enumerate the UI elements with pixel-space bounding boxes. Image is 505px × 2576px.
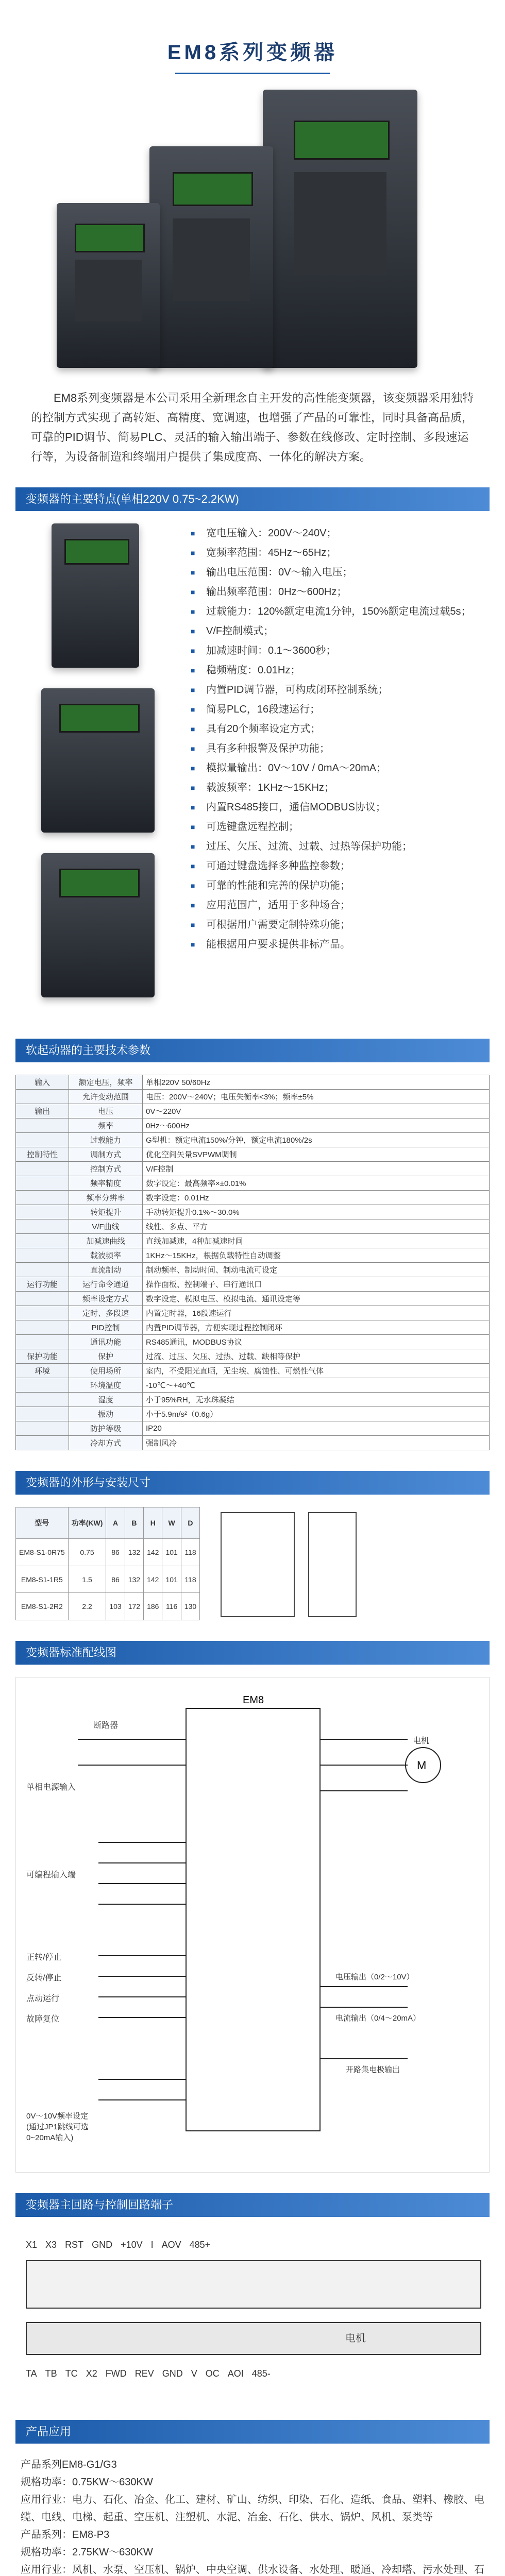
spec-row (16, 1378, 490, 1393)
spec-row (16, 1335, 490, 1349)
label-breaker: 断路器 (93, 1721, 119, 1730)
feature-item: ■ 具有20个频率设定方式； (191, 719, 484, 739)
spec-cell: 1KHz～15KHz，根据负载特性自动调整 (143, 1248, 490, 1263)
spec-row (16, 1176, 490, 1191)
spec-cell (16, 1234, 69, 1248)
spec-cell: 环境温度 (69, 1378, 143, 1393)
intro-text: EM8系列变频器是本公司采用全新理念自主开发的高性能变频器，该变频器采用独特的控制方式实现了高转矩、高精度、宽调速，也增强了产品的可靠性，同时具备高品质，可靠的PID调节、简易PLC、灵活的输入输出端子、参数在线修改、定时控制、多段速运行等，为设备制造和终端用户提供了集成度高、一体化的解决方案。 (31, 392, 474, 463)
spec-cell (16, 1263, 69, 1277)
feature-item: ■ 可选键盘远程控制； (191, 817, 484, 837)
app-line: 产品系列：EM8-P3 (21, 2529, 110, 2540)
terminal-label: X1 (26, 2240, 38, 2250)
app-line: 应用行业：电力、石化、冶金、化工、建材、矿山、纺织、印染、石化、造纸、食品、塑料、橡胶、电缆、电线、电梯、起重、空压机、注塑机、水泥、冶金、石化、供水、锅炉、风机、泵类等 (21, 2494, 484, 2523)
dims-header: W (162, 1507, 181, 1539)
spec-row (16, 1407, 490, 1421)
spec-table (15, 1075, 490, 1450)
spec-cell: 允许变动范围 (69, 1090, 143, 1104)
terminal-label: V (191, 2368, 197, 2379)
dims-drawing (210, 1507, 490, 1620)
dims-cell: 0.75 (68, 1539, 106, 1566)
feature-item: ■ 应用范围广，适用于多种场合； (191, 895, 484, 915)
spec-row (16, 1191, 490, 1205)
feature-item: ■ 载波频率：1KHz～15KHz； (191, 778, 484, 798)
title-divider (175, 73, 330, 74)
spec-cell: 优化空间矢量SVPWM调制 (143, 1147, 490, 1162)
wiring-diagram (15, 1677, 490, 2173)
feature-item: ■ 可通过键盘选择多种监控参数； (191, 856, 484, 876)
terminal-label: FWD (105, 2368, 127, 2379)
spec-cell: 运行功能 (16, 1277, 69, 1292)
terminal-label: X2 (86, 2368, 97, 2379)
wiring-svg (16, 1677, 489, 2171)
spec-cell: 湿度 (69, 1393, 143, 1407)
dims-header: 型号 (16, 1507, 69, 1539)
spec-cell: 频率 (69, 1118, 143, 1133)
spec-row (16, 1292, 490, 1306)
feature-list (175, 523, 484, 1018)
dims-cell: 1.5 (68, 1566, 106, 1593)
spec-cell: V/F曲线 (69, 1219, 143, 1234)
spec-cell (16, 1378, 69, 1393)
terminal-label: TA (26, 2368, 37, 2379)
feature-item: ■ 内置PID调节器，可构成闭环控制系统； (191, 680, 484, 700)
spec-cell: 小于95%RH，无水珠凝结 (143, 1393, 490, 1407)
terminal-motor-label: 电机 (345, 2333, 366, 2344)
label-analog: 0V～10V频率设定 (通过JP1跳线可选 0~20mA输入) (26, 2112, 89, 2142)
spec-row (16, 1118, 490, 1133)
feature-item: ■ 具有多种报警及保护功能； (191, 739, 484, 758)
terminal-label: AOV (161, 2240, 181, 2250)
terminal-heading: 变频器主回路与控制回路端子 (15, 2193, 490, 2217)
dims-cell: 86 (106, 1539, 125, 1566)
features-heading: 变频器的主要特点(单相220V 0.75~2.2KW) (15, 487, 490, 511)
spec-cell: 保护功能 (16, 1349, 69, 1364)
feature-item: ■ 内置RS485接口，通信MODBUS协议； (191, 798, 484, 817)
spec-cell: 加减速曲线 (69, 1234, 143, 1248)
spec-cell: 0V～220V (143, 1104, 490, 1118)
spec-cell (16, 1090, 69, 1104)
dims-cell: 118 (181, 1566, 199, 1593)
spec-cell: PID控制 (69, 1320, 143, 1335)
spec-row (16, 1162, 490, 1176)
feature-image-3 (21, 853, 175, 997)
feature-image-2 (21, 688, 175, 833)
spec-cell: 数字设定、模拟电压、模拟电流、通讯设定等 (143, 1292, 490, 1306)
spec-row (16, 1090, 490, 1104)
spec-cell (16, 1393, 69, 1407)
feature-item: ■ 模拟量输出：0V～10V / 0mA～20mA； (191, 758, 484, 778)
vfd-small (57, 203, 160, 368)
apps-heading: 产品应用 (15, 2420, 490, 2444)
dims-cell: 101 (162, 1566, 181, 1593)
feature-image-1 (21, 523, 175, 668)
app-line: 应用行业：风机、水泵、空压机、锅炉、中央空调、供水设备、水处理、暖通、冷却塔、污水处理、石 (21, 2564, 484, 2575)
spec-cell: 过流、过压、欠压、过热、过载、缺相等保护 (143, 1349, 490, 1364)
label-output: 电压输出（0/2～10V） (335, 1973, 414, 1981)
dims-cell: EM8-S1-2R2 (16, 1593, 69, 1620)
terminal-label: TC (65, 2368, 78, 2379)
spec-cell: 防护等级 (69, 1421, 143, 1436)
spec-cell: 室内，不受阳光直晒，无尘埃、腐蚀性、可燃性气体 (143, 1364, 490, 1378)
terminal-diagram (15, 2229, 490, 2399)
dims-header: 功率(KW) (68, 1507, 106, 1539)
spec-row (16, 1205, 490, 1219)
spec-row (16, 1306, 490, 1320)
spec-cell: RS485通讯，MODBUS协议 (143, 1335, 490, 1349)
spec-row (16, 1263, 490, 1277)
label-power: 单相电源输入 (26, 1783, 76, 1792)
spec-cell: 环境 (16, 1364, 69, 1378)
label-programmable: 可编程输入端 (26, 1871, 76, 1879)
spec-cell: 频率分辨率 (69, 1191, 143, 1205)
spec-cell (16, 1436, 69, 1450)
vfd-large (263, 90, 417, 368)
feature-item: ■ 稳频精度：0.01Hz； (191, 660, 484, 680)
terminal-label: RST (65, 2240, 84, 2250)
spec-cell (16, 1176, 69, 1191)
spec-cell (16, 1118, 69, 1133)
terminal-row-top (26, 2240, 210, 2250)
spec-cell: 频率设定方式 (69, 1292, 143, 1306)
spec-cell: 通讯功能 (69, 1335, 143, 1349)
terminal-label: REV (134, 2368, 154, 2379)
spec-cell: V/F控制 (143, 1162, 490, 1176)
spec-cell: 单相220V 50/60Hz (143, 1075, 490, 1090)
spec-row (16, 1393, 490, 1407)
dims-cell: 172 (125, 1593, 143, 1620)
spec-cell (16, 1219, 69, 1234)
app-line: 规格功率：2.75KW～630KW (21, 2547, 153, 2558)
spec-cell: IP20 (143, 1421, 490, 1436)
feature-item: ■ 加减速时间：0.1～3600秒； (191, 641, 484, 660)
spec-row (16, 1133, 490, 1147)
spec-cell: 制动频率、制动时间、制动电流可设定 (143, 1263, 490, 1277)
spec-cell (16, 1205, 69, 1219)
spec-cell (16, 1407, 69, 1421)
spec-cell: 频率精度 (69, 1176, 143, 1191)
label-current: 电流输出（0/4～20mA） (335, 2014, 421, 2023)
spec-cell: 定时、多段速 (69, 1306, 143, 1320)
spec-cell: 运行命令通道 (69, 1277, 143, 1292)
terminal-label: GND (162, 2368, 183, 2379)
dims-header: H (144, 1507, 162, 1539)
dims-table (15, 1507, 200, 1620)
terminal-label: 485- (251, 2368, 271, 2379)
hero-product-image (21, 90, 484, 378)
dims-cell: 2.2 (68, 1593, 106, 1620)
features-section (21, 523, 484, 1018)
spec-row (16, 1147, 490, 1162)
feature-item: ■ 过载能力：120%额定电流1分钟，150%额定电流过载5s； (191, 602, 484, 621)
spec-row (16, 1234, 490, 1248)
apps-list (21, 2456, 484, 2576)
spec-cell: 保护 (69, 1349, 143, 1364)
feature-item: ■ 可靠的性能和完善的保护功能； (191, 876, 484, 895)
feature-item: ■ 简易PLC，16段速运行； (191, 700, 484, 719)
spec-cell (16, 1248, 69, 1263)
dims-cell: 186 (144, 1593, 162, 1620)
feature-item: ■ 输出电压范围：0V～输入电压； (191, 563, 484, 582)
label-forward: 正转/停止 (26, 1953, 62, 1962)
label-reverse: 反转/停止 (26, 1974, 62, 1982)
spec-cell (16, 1335, 69, 1349)
feature-item: ■ 过压、欠压、过流、过载、过热等保护功能； (191, 837, 484, 856)
dims-cell: 118 (181, 1539, 199, 1566)
header (0, 0, 505, 74)
spec-row (16, 1364, 490, 1378)
spec-row (16, 1248, 490, 1263)
spec-row (16, 1421, 490, 1436)
spec-cell: 直流制动 (69, 1263, 143, 1277)
dims-heading: 变频器的外形与安装尺寸 (15, 1471, 490, 1495)
terminal-label: I (150, 2240, 154, 2250)
spec-row (16, 1104, 490, 1118)
feature-images (21, 523, 175, 1018)
feature-item: ■ 能根据用户要求提供非标产品。 (191, 935, 484, 954)
spec-row (16, 1349, 490, 1364)
terminal-label: OC (205, 2368, 220, 2379)
spec-cell: 内置PID调节器，方便实现过程控制闭环 (143, 1320, 490, 1335)
dims-cell: 116 (162, 1593, 181, 1620)
dims-cell: EM8-S1-0R75 (16, 1539, 69, 1566)
dims-header: D (181, 1507, 199, 1539)
dims-cell: 86 (106, 1566, 125, 1593)
spec-cell: 振动 (69, 1407, 143, 1421)
spec-cell: 手动转矩提升0.1%～30.0% (143, 1205, 490, 1219)
spec-cell: 控制方式 (69, 1162, 143, 1176)
dims-cell: 132 (125, 1566, 143, 1593)
spec-cell (16, 1292, 69, 1306)
spec-cell: -10℃～+40℃ (143, 1378, 490, 1393)
spec-cell: 过载能力 (69, 1133, 143, 1147)
dims-cell: 142 (144, 1539, 162, 1566)
label-motor: 电机 (413, 1737, 430, 1745)
spec-cell: 输出 (16, 1104, 69, 1118)
terminal-row-bottom (26, 2368, 271, 2379)
svg-text:EM8: EM8 (243, 1694, 264, 1706)
spec-cell (16, 1306, 69, 1320)
spec-cell: 额定电压，频率 (69, 1075, 143, 1090)
wiring-heading: 变频器标准配线图 (15, 1641, 490, 1665)
spec-cell: 0Hz～600Hz (143, 1118, 490, 1133)
terminal-label: TB (45, 2368, 57, 2379)
spec-cell: 操作面板、控制端子、串行通讯口 (143, 1277, 490, 1292)
label-relay: 开路集电极输出 (346, 2065, 400, 2074)
spec-cell: 使用场所 (69, 1364, 143, 1378)
spec-row (16, 1320, 490, 1335)
spec-row (16, 1075, 490, 1090)
terminal-label: 485+ (189, 2240, 211, 2250)
dims-cell: EM8-S1-1R5 (16, 1566, 69, 1593)
spec-cell: 直线加减速，4种加减速时间 (143, 1234, 490, 1248)
spec-cell: 小于5.9m/s²（0.6g） (143, 1407, 490, 1421)
label-reset: 故障复位 (26, 2015, 60, 2024)
spec-cell: 内置定时器，16段速运行 (143, 1306, 490, 1320)
terminal-label: GND (92, 2240, 113, 2250)
spec-cell: 电压：200V～240V；电压失衡率<3%；频率±5% (143, 1090, 490, 1104)
feature-item: ■ 宽频率范围：45Hz～65Hz； (191, 543, 484, 563)
spec-cell: 控制特性 (16, 1147, 69, 1162)
spec-cell (16, 1421, 69, 1436)
dims-cell: 132 (125, 1539, 143, 1566)
dims-section (15, 1507, 490, 1620)
spec-cell: 电压 (69, 1104, 143, 1118)
feature-item: ■ 宽电压输入：200V～240V； (191, 523, 484, 543)
terminal-label: X3 (45, 2240, 57, 2250)
app-line: 规格功率：0.75KW～630KW (21, 2477, 153, 2488)
feature-item: ■ 输出频率范围：0Hz～600Hz； (191, 582, 484, 602)
spec-row (16, 1436, 490, 1450)
spec-cell: 数字设定：最高频率×±0.01% (143, 1176, 490, 1191)
spec-row (16, 1277, 490, 1292)
spec-cell: 线性、多点、平方 (143, 1219, 490, 1234)
dims-cell: 130 (181, 1593, 199, 1620)
spec-cell (16, 1191, 69, 1205)
spec-cell (16, 1133, 69, 1147)
dims-cell: 101 (162, 1539, 181, 1566)
svg-text:M: M (417, 1759, 427, 1772)
feature-item: ■ 可根据用户需要定制特殊功能； (191, 915, 484, 935)
spec-cell: 输入 (16, 1075, 69, 1090)
spec-row (16, 1219, 490, 1234)
dims-header: A (106, 1507, 125, 1539)
dims-cell: 103 (106, 1593, 125, 1620)
spec-cell: 载波频率 (69, 1248, 143, 1263)
spec-cell: G型机：额定电流150%/分钟，额定电流180%/2s (143, 1133, 490, 1147)
terminal-label: AOI (227, 2368, 244, 2379)
vfd-medium (149, 146, 273, 368)
spec-cell: 冷却方式 (69, 1436, 143, 1450)
spec-cell: 调制方式 (69, 1147, 143, 1162)
dims-header: B (125, 1507, 143, 1539)
spec-cell: 强制风冷 (143, 1436, 490, 1450)
dims-cell: 142 (144, 1566, 162, 1593)
page-title: EM8系列变频器 (167, 41, 338, 64)
spec-cell (16, 1162, 69, 1176)
label-jog: 点动运行 (26, 1994, 60, 2003)
spec-cell: 数字设定：0.01Hz (143, 1191, 490, 1205)
spec-cell: 转矩提升 (69, 1205, 143, 1219)
spec-cell (16, 1320, 69, 1335)
terminal-label: +10V (121, 2240, 143, 2250)
feature-item: ■ V/F控制模式； (191, 621, 484, 641)
spec-heading: 软起动器的主要技术参数 (15, 1039, 490, 1062)
app-line: 产品系列EM8-G1/G3 (21, 2459, 117, 2470)
